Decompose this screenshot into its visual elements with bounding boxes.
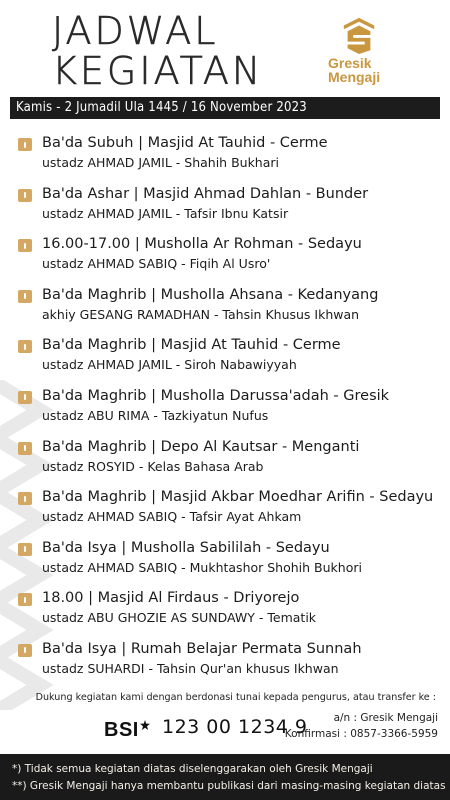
event-speaker-topic: ustadz AHMAD JAMIL - Tafsir Ibnu Katsir (42, 205, 289, 221)
event-item (14, 486, 444, 537)
event-item (14, 537, 444, 588)
event-item (14, 284, 444, 335)
gold-bullet-icon (18, 492, 32, 505)
gresik-mengaji-logo (328, 14, 438, 84)
event-list (14, 132, 444, 689)
gold-bullet-icon (18, 239, 32, 252)
event-speaker-topic: akhiy GESANG RAMADHAN - Tahsin Khusus Ikhwan (42, 306, 360, 322)
footnote-1: *) Tidak semua kegiatan diatas diselenggarakan oleh Gresik Mengaji (12, 763, 373, 775)
event-speaker-topic: ustadz ROSYID - Kelas Bahasa Arab (42, 458, 264, 474)
event-speaker-topic: ustadz SUHARDI - Tahsin Qur'an khusus Ikhwan (42, 660, 339, 676)
event-time-place: Ba'da Ashar | Masjid Ahmad Dahlan - Bunder (42, 185, 369, 202)
event-speaker-topic: ustadz AHMAD JAMIL - Shahih Bukhari (42, 155, 279, 170)
event-item (14, 385, 444, 436)
page-title (52, 9, 342, 93)
event-time-place: Ba'da Subuh | Masjid At Tauhid - Cerme (42, 135, 328, 151)
donation-text: Dukung kegiatan kami dengan berdonasi tunai kepada pengurus, atau transfer ke : (35, 692, 436, 703)
event-time-place: Ba'da Isya | Rumah Belajar Permata Sunnah (42, 640, 362, 657)
bsi-star-icon (140, 720, 150, 730)
title-line-1: JADWAL (52, 9, 219, 53)
gold-bullet-icon (18, 391, 32, 404)
gold-bullet-icon (18, 290, 32, 303)
gresik-mengaji-logo-icon (340, 16, 378, 54)
gold-bullet-icon (18, 442, 32, 455)
donation-section (0, 692, 450, 752)
event-item (14, 436, 444, 487)
event-time-place: Ba'da Maghrib | Depo Al Kautsar - Menganti (42, 438, 360, 455)
logo-text (328, 56, 428, 84)
confirmation-contact: Konfirmasi : 0857-3366-5959 (284, 728, 438, 740)
event-time-place: Ba'da Maghrib | Musholla Darussa'adah - Gresik (42, 387, 390, 404)
event-speaker-topic: ustadz ABU GHOZIE AS SUNDAWY - Tematik (42, 610, 317, 626)
event-item (14, 233, 444, 284)
account-name: a/n : Gresik Mengaji (333, 712, 438, 724)
date-bar: Kamis - 2 Jumadil Ula 1445 / 16 November 2023 (10, 97, 440, 119)
event-speaker-topic: ustadz AHMAD JAMIL - Siroh Nabawiyyah (42, 357, 297, 373)
bsi-logo (104, 718, 150, 742)
event-speaker-topic: ustadz AHMAD SABIQ - Mukhtashor Shohih Bukhori (42, 559, 362, 575)
event-speaker-topic: ustadz AHMAD SABIQ - Fiqih Al Usro' (42, 256, 271, 272)
event-time-place: 16.00-17.00 | Musholla Ar Rohman - Sedayu (42, 236, 362, 253)
gold-bullet-icon (18, 138, 32, 151)
account-number: 123 00 1234 9 (162, 716, 308, 738)
logo-text-line-2: Mengaji (328, 69, 381, 85)
event-speaker-topic: ustadz AHMAD SABIQ - Tafsir Ayat Ahkam (42, 509, 302, 525)
gold-bullet-icon (18, 644, 32, 657)
event-speaker-topic: ustadz ABU RIMA - Tazkiyatun Nufus (42, 407, 269, 423)
event-item (14, 334, 444, 385)
event-item (14, 183, 444, 234)
gold-bullet-icon (18, 543, 32, 556)
footer-notes (0, 754, 450, 800)
bank-name: BSI (104, 718, 139, 741)
event-item (14, 132, 444, 183)
title-line-2: KEGIATAN (52, 49, 264, 93)
footnote-2: **) Gresik Mengaji hanya membantu publikasi dari masing-masing kegiatan diatas (12, 780, 446, 792)
gold-bullet-icon (18, 593, 32, 606)
event-time-place: Ba'da Isya | Musholla Sabililah - Sedayu (42, 539, 330, 556)
event-time-place: 18.00 | Masjid Al Firdaus - Driyorejo (42, 590, 300, 607)
event-time-place: Ba'da Maghrib | Masjid At Tauhid - Cerme (42, 337, 341, 354)
gold-bullet-icon (18, 189, 32, 202)
event-time-place: Ba'da Maghrib | Musholla Ahsana - Kedanyang (42, 286, 379, 303)
gold-bullet-icon (18, 340, 32, 353)
event-item (14, 638, 444, 689)
event-time-place: Ba'da Maghrib | Masjid Akbar Moedhar Arifin - Sedayu (42, 489, 434, 506)
logo-text-line-1: Gresik (328, 55, 372, 71)
event-item (14, 587, 444, 638)
header (0, 0, 450, 94)
